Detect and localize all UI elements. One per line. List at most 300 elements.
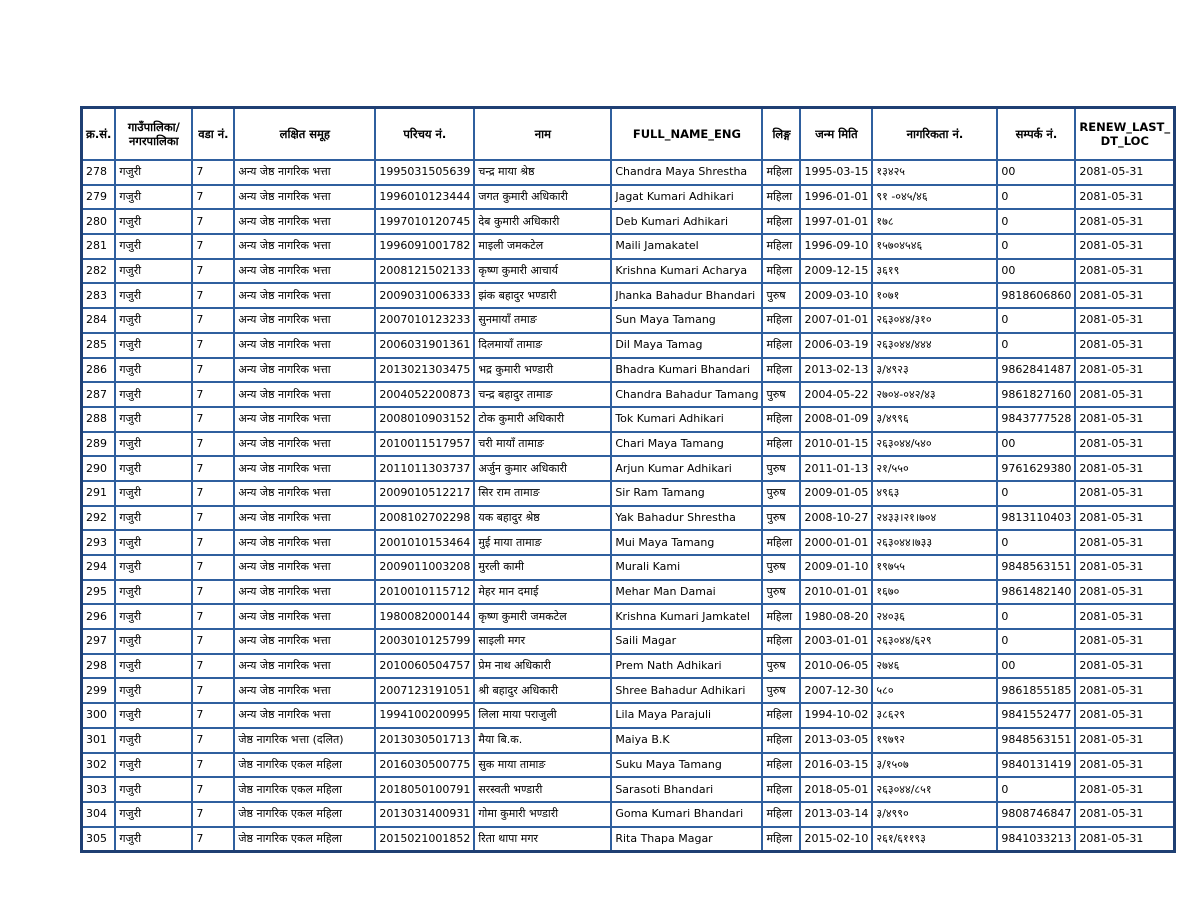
renew-last-date-cell: 2081-05-31 <box>1075 407 1174 432</box>
gender-cell: महिला <box>762 209 800 234</box>
name-cell: गोमा कुमारी भण्डारी <box>474 802 611 827</box>
serial-cell: 291 <box>82 481 116 506</box>
target-group-cell: अन्य जेष्ठ नागरिक भत्ता <box>234 185 375 210</box>
table-row <box>82 259 1175 284</box>
contact-number-cell: 0 <box>997 209 1075 234</box>
renew-last-date-cell: 2081-05-31 <box>1075 333 1174 358</box>
table-row <box>82 629 1175 654</box>
citizenship-number-cell: २६३०४४।७३३ <box>872 530 997 555</box>
id-number-cell: 2003010125799 <box>375 629 474 654</box>
birth-date-cell: 1994-10-02 <box>800 703 872 728</box>
birth-date-cell: 1996-09-10 <box>800 234 872 259</box>
citizenship-number-cell: १०७१ <box>872 283 997 308</box>
birth-date-cell: 1995-03-15 <box>800 160 872 185</box>
citizenship-number-cell: २६१/६११९३ <box>872 827 997 852</box>
municipality-cell: गजुरी <box>115 259 192 284</box>
table-row <box>82 283 1175 308</box>
municipality-cell: गजुरी <box>115 580 192 605</box>
gender-cell: महिला <box>762 629 800 654</box>
full-name-eng-cell: Murali Kami <box>611 555 762 580</box>
municipality-cell: गजुरी <box>115 604 192 629</box>
renew-last-date-cell: 2081-05-31 <box>1075 580 1174 605</box>
col-header-birth-date: जन्म मिति <box>800 108 872 161</box>
col-header-full-name-eng: FULL_NAME_ENG <box>611 108 762 161</box>
municipality-cell: गजुरी <box>115 827 192 852</box>
contact-number-cell: 0 <box>997 530 1075 555</box>
name-cell: यक बहादुर श्रेष्ठ <box>474 506 611 531</box>
serial-cell: 281 <box>82 234 116 259</box>
id-number-cell: 2009031006333 <box>375 283 474 308</box>
id-number-cell: 2006031901361 <box>375 333 474 358</box>
target-group-cell: अन्य जेष्ठ नागरिक भत्ता <box>234 333 375 358</box>
ward-cell: 7 <box>192 580 234 605</box>
birth-date-cell: 1996-01-01 <box>800 185 872 210</box>
contact-number-cell: 00 <box>997 259 1075 284</box>
contact-number-cell: 9848563151 <box>997 728 1075 753</box>
table-header-row <box>82 108 1175 161</box>
id-number-cell: 2010060504757 <box>375 654 474 679</box>
table-row <box>82 185 1175 210</box>
name-cell: कृष्ण कुमारी आचार्य <box>474 259 611 284</box>
gender-cell: महिला <box>762 777 800 802</box>
target-group-cell: अन्य जेष्ठ नागरिक भत्ता <box>234 160 375 185</box>
renew-last-date-cell: 2081-05-31 <box>1075 629 1174 654</box>
col-header-municipality: गाउँपालिका/ नगरपालिका <box>115 108 192 161</box>
contact-number-cell: 00 <box>997 160 1075 185</box>
name-cell: सुनमायाँ तमाङ <box>474 308 611 333</box>
target-group-cell: अन्य जेष्ठ नागरिक भत्ता <box>234 703 375 728</box>
citizenship-number-cell: ३६१९ <box>872 259 997 284</box>
serial-cell: 296 <box>82 604 116 629</box>
gender-cell: महिला <box>762 753 800 778</box>
gender-cell: पुरुष <box>762 580 800 605</box>
full-name-eng-cell: Krishna Kumari Jamkatel <box>611 604 762 629</box>
col-header-gender: लिङ्ग <box>762 108 800 161</box>
citizenship-number-cell: २४३३।२१।७०४ <box>872 506 997 531</box>
id-number-cell: 1994100200995 <box>375 703 474 728</box>
renew-last-date-cell: 2081-05-31 <box>1075 530 1174 555</box>
ward-cell: 7 <box>192 259 234 284</box>
gender-cell: पुरुष <box>762 481 800 506</box>
target-group-cell: जेष्ठ नागरिक एकल महिला <box>234 802 375 827</box>
target-group-cell: जेष्ठ नागरिक एकल महिला <box>234 777 375 802</box>
full-name-eng-cell: Chandra Bahadur Tamang <box>611 382 762 407</box>
ward-cell: 7 <box>192 407 234 432</box>
contact-number-cell: 9761629380 <box>997 456 1075 481</box>
renew-last-date-cell: 2081-05-31 <box>1075 456 1174 481</box>
table-row <box>82 827 1175 852</box>
gender-cell: पुरुष <box>762 382 800 407</box>
birth-date-cell: 2008-01-09 <box>800 407 872 432</box>
target-group-cell: अन्य जेष्ठ नागरिक भत्ता <box>234 530 375 555</box>
municipality-cell: गजुरी <box>115 629 192 654</box>
col-header-id-number: परिचय नं. <box>375 108 474 161</box>
full-name-eng-cell: Jagat Kumari Adhikari <box>611 185 762 210</box>
contact-number-cell: 00 <box>997 432 1075 457</box>
id-number-cell: 2008010903152 <box>375 407 474 432</box>
target-group-cell: अन्य जेष्ठ नागरिक भत्ता <box>234 234 375 259</box>
full-name-eng-cell: Maili Jamakatel <box>611 234 762 259</box>
full-name-eng-cell: Sarasoti Bhandari <box>611 777 762 802</box>
gender-cell: महिला <box>762 802 800 827</box>
birth-date-cell: 2009-12-15 <box>800 259 872 284</box>
birth-date-cell: 2010-01-15 <box>800 432 872 457</box>
ward-cell: 7 <box>192 432 234 457</box>
birth-date-cell: 2010-06-05 <box>800 654 872 679</box>
serial-cell: 301 <box>82 728 116 753</box>
gender-cell: पुरुष <box>762 283 800 308</box>
table-row <box>82 308 1175 333</box>
serial-cell: 282 <box>82 259 116 284</box>
renew-last-date-cell: 2081-05-31 <box>1075 777 1174 802</box>
full-name-eng-cell: Chari Maya Tamang <box>611 432 762 457</box>
id-number-cell: 2018050100791 <box>375 777 474 802</box>
id-number-cell: 2007010123233 <box>375 308 474 333</box>
beneficiary-table-sheet <box>80 106 1176 853</box>
gender-cell: पुरुष <box>762 506 800 531</box>
table-row <box>82 358 1175 383</box>
full-name-eng-cell: Saili Magar <box>611 629 762 654</box>
id-number-cell: 2015021001852 <box>375 827 474 852</box>
birth-date-cell: 1980-08-20 <box>800 604 872 629</box>
name-cell: सिर राम तामाङ <box>474 481 611 506</box>
id-number-cell: 2009010512217 <box>375 481 474 506</box>
full-name-eng-cell: Mehar Man Damai <box>611 580 762 605</box>
contact-number-cell: 0 <box>997 629 1075 654</box>
full-name-eng-cell: Arjun Kumar Adhikari <box>611 456 762 481</box>
name-cell: माइली जमकटेल <box>474 234 611 259</box>
birth-date-cell: 2013-03-14 <box>800 802 872 827</box>
id-number-cell: 2013030501713 <box>375 728 474 753</box>
contact-number-cell: 0 <box>997 481 1075 506</box>
ward-cell: 7 <box>192 678 234 703</box>
birth-date-cell: 2007-12-30 <box>800 678 872 703</box>
gender-cell: महिला <box>762 530 800 555</box>
name-cell: टोक कुमारी अधिकारी <box>474 407 611 432</box>
citizenship-number-cell: २४०३६ <box>872 604 997 629</box>
serial-cell: 300 <box>82 703 116 728</box>
contact-number-cell: 9843777528 <box>997 407 1075 432</box>
full-name-eng-cell: Sir Ram Tamang <box>611 481 762 506</box>
municipality-cell: गजुरी <box>115 555 192 580</box>
serial-cell: 294 <box>82 555 116 580</box>
table-row <box>82 234 1175 259</box>
citizenship-number-cell: २६३०४४/३१० <box>872 308 997 333</box>
renew-last-date-cell: 2081-05-31 <box>1075 753 1174 778</box>
id-number-cell: 2013031400931 <box>375 802 474 827</box>
ward-cell: 7 <box>192 654 234 679</box>
ward-cell: 7 <box>192 728 234 753</box>
serial-cell: 299 <box>82 678 116 703</box>
renew-last-date-cell: 2081-05-31 <box>1075 802 1174 827</box>
municipality-cell: गजुरी <box>115 185 192 210</box>
birth-date-cell: 2009-01-05 <box>800 481 872 506</box>
col-header-name: नाम <box>474 108 611 161</box>
full-name-eng-cell: Deb Kumari Adhikari <box>611 209 762 234</box>
citizenship-number-cell: २१/५५० <box>872 456 997 481</box>
municipality-cell: गजुरी <box>115 753 192 778</box>
serial-cell: 298 <box>82 654 116 679</box>
full-name-eng-cell: Prem Nath Adhikari <box>611 654 762 679</box>
name-cell: चन्द्र माया श्रेष्ठ <box>474 160 611 185</box>
name-cell: रिता थापा मगर <box>474 827 611 852</box>
citizenship-number-cell: ९१ -०४५/४६ <box>872 185 997 210</box>
ward-cell: 7 <box>192 753 234 778</box>
municipality-cell: गजुरी <box>115 308 192 333</box>
municipality-cell: गजुरी <box>115 777 192 802</box>
table-body <box>82 160 1175 852</box>
id-number-cell: 1995031505639 <box>375 160 474 185</box>
renew-last-date-cell: 2081-05-31 <box>1075 555 1174 580</box>
table-row <box>82 481 1175 506</box>
gender-cell: पुरुष <box>762 678 800 703</box>
target-group-cell: अन्य जेष्ठ नागरिक भत्ता <box>234 259 375 284</box>
full-name-eng-cell: Maiya B.K <box>611 728 762 753</box>
table-row <box>82 678 1175 703</box>
renew-last-date-cell: 2081-05-31 <box>1075 703 1174 728</box>
renew-last-date-cell: 2081-05-31 <box>1075 827 1174 852</box>
id-number-cell: 2011011303737 <box>375 456 474 481</box>
serial-cell: 283 <box>82 283 116 308</box>
citizenship-number-cell: २७०४-०४२/४३ <box>872 382 997 407</box>
municipality-cell: गजुरी <box>115 530 192 555</box>
serial-cell: 280 <box>82 209 116 234</box>
table-row <box>82 753 1175 778</box>
target-group-cell: अन्य जेष्ठ नागरिक भत्ता <box>234 506 375 531</box>
renew-last-date-cell: 2081-05-31 <box>1075 678 1174 703</box>
name-cell: भद्र कुमारी भण्डारी <box>474 358 611 383</box>
table-row <box>82 456 1175 481</box>
serial-cell: 278 <box>82 160 116 185</box>
col-header-renew-last-date: RENEW_LAST_ DT_LOC <box>1075 108 1174 161</box>
gender-cell: पुरुष <box>762 654 800 679</box>
birth-date-cell: 2018-05-01 <box>800 777 872 802</box>
contact-number-cell: 9841552477 <box>997 703 1075 728</box>
municipality-cell: गजुरी <box>115 234 192 259</box>
renew-last-date-cell: 2081-05-31 <box>1075 481 1174 506</box>
col-header-ward: वडा नं. <box>192 108 234 161</box>
name-cell: साइली मगर <box>474 629 611 654</box>
renew-last-date-cell: 2081-05-31 <box>1075 604 1174 629</box>
contact-number-cell: 9861827160 <box>997 382 1075 407</box>
citizenship-number-cell: २७४६ <box>872 654 997 679</box>
municipality-cell: गजुरी <box>115 481 192 506</box>
target-group-cell: अन्य जेष्ठ नागरिक भत्ता <box>234 629 375 654</box>
gender-cell: महिला <box>762 160 800 185</box>
gender-cell: महिला <box>762 259 800 284</box>
serial-cell: 285 <box>82 333 116 358</box>
id-number-cell: 1996091001782 <box>375 234 474 259</box>
birth-date-cell: 2000-01-01 <box>800 530 872 555</box>
target-group-cell: अन्य जेष्ठ नागरिक भत्ता <box>234 432 375 457</box>
table-row <box>82 555 1175 580</box>
name-cell: मुरली कामी <box>474 555 611 580</box>
gender-cell: महिला <box>762 407 800 432</box>
target-group-cell: अन्य जेष्ठ नागरिक भत्ता <box>234 209 375 234</box>
target-group-cell: अन्य जेष्ठ नागरिक भत्ता <box>234 407 375 432</box>
birth-date-cell: 2016-03-15 <box>800 753 872 778</box>
name-cell: सरस्वती भण्डारी <box>474 777 611 802</box>
target-group-cell: अन्य जेष्ठ नागरिक भत्ता <box>234 678 375 703</box>
full-name-eng-cell: Dil Maya Tamag <box>611 333 762 358</box>
id-number-cell: 2008102702298 <box>375 506 474 531</box>
gender-cell: महिला <box>762 308 800 333</box>
municipality-cell: गजुरी <box>115 160 192 185</box>
renew-last-date-cell: 2081-05-31 <box>1075 234 1174 259</box>
serial-cell: 284 <box>82 308 116 333</box>
id-number-cell: 2013021303475 <box>375 358 474 383</box>
target-group-cell: अन्य जेष्ठ नागरिक भत्ता <box>234 382 375 407</box>
municipality-cell: गजुरी <box>115 358 192 383</box>
full-name-eng-cell: Krishna Kumari Acharya <box>611 259 762 284</box>
gender-cell: महिला <box>762 333 800 358</box>
citizenship-number-cell: १३४२५ <box>872 160 997 185</box>
table-row <box>82 802 1175 827</box>
municipality-cell: गजुरी <box>115 432 192 457</box>
full-name-eng-cell: Goma Kumari Bhandari <box>611 802 762 827</box>
table-row <box>82 654 1175 679</box>
contact-number-cell: 9840131419 <box>997 753 1075 778</box>
citizenship-number-cell: ३/४९९० <box>872 802 997 827</box>
contact-number-cell: 0 <box>997 604 1075 629</box>
target-group-cell: जेष्ठ नागरिक एकल महिला <box>234 827 375 852</box>
ward-cell: 7 <box>192 382 234 407</box>
gender-cell: महिला <box>762 234 800 259</box>
ward-cell: 7 <box>192 358 234 383</box>
serial-cell: 290 <box>82 456 116 481</box>
id-number-cell: 2008121502133 <box>375 259 474 284</box>
table-row <box>82 580 1175 605</box>
citizenship-number-cell: ३/१५०७ <box>872 753 997 778</box>
ward-cell: 7 <box>192 506 234 531</box>
serial-cell: 297 <box>82 629 116 654</box>
gender-cell: महिला <box>762 827 800 852</box>
ward-cell: 7 <box>192 160 234 185</box>
target-group-cell: अन्य जेष्ठ नागरिक भत्ता <box>234 580 375 605</box>
renew-last-date-cell: 2081-05-31 <box>1075 308 1174 333</box>
serial-cell: 287 <box>82 382 116 407</box>
renew-last-date-cell: 2081-05-31 <box>1075 728 1174 753</box>
name-cell: दिलमायाँ तामाङ <box>474 333 611 358</box>
col-header-citizenship-number: नागरिकता नं. <box>872 108 997 161</box>
renew-last-date-cell: 2081-05-31 <box>1075 185 1174 210</box>
serial-cell: 286 <box>82 358 116 383</box>
name-cell: चन्द्र बहादुर तामाङ <box>474 382 611 407</box>
id-number-cell: 1996010123444 <box>375 185 474 210</box>
birth-date-cell: 2015-02-10 <box>800 827 872 852</box>
citizenship-number-cell: १७८ <box>872 209 997 234</box>
name-cell: चरी मायाँ तामाङ <box>474 432 611 457</box>
full-name-eng-cell: Jhanka Bahadur Bhandari <box>611 283 762 308</box>
birth-date-cell: 2013-03-05 <box>800 728 872 753</box>
serial-cell: 303 <box>82 777 116 802</box>
name-cell: सुक माया तामाङ <box>474 753 611 778</box>
birth-date-cell: 2007-01-01 <box>800 308 872 333</box>
target-group-cell: अन्य जेष्ठ नागरिक भत्ता <box>234 283 375 308</box>
col-header-contact-number: सम्पर्क नं. <box>997 108 1075 161</box>
target-group-cell: अन्य जेष्ठ नागरिक भत्ता <box>234 604 375 629</box>
name-cell: देब कुमारी अधिकारी <box>474 209 611 234</box>
full-name-eng-cell: Mui Maya Tamang <box>611 530 762 555</box>
municipality-cell: गजुरी <box>115 506 192 531</box>
table-row <box>82 407 1175 432</box>
target-group-cell: अन्य जेष्ठ नागरिक भत्ता <box>234 308 375 333</box>
renew-last-date-cell: 2081-05-31 <box>1075 209 1174 234</box>
full-name-eng-cell: Tok Kumari Adhikari <box>611 407 762 432</box>
municipality-cell: गजुरी <box>115 283 192 308</box>
renew-last-date-cell: 2081-05-31 <box>1075 654 1174 679</box>
table-row <box>82 728 1175 753</box>
municipality-cell: गजुरी <box>115 678 192 703</box>
renew-last-date-cell: 2081-05-31 <box>1075 432 1174 457</box>
birth-date-cell: 2009-03-10 <box>800 283 872 308</box>
full-name-eng-cell: Shree Bahadur Adhikari <box>611 678 762 703</box>
ward-cell: 7 <box>192 481 234 506</box>
municipality-cell: गजुरी <box>115 209 192 234</box>
serial-cell: 289 <box>82 432 116 457</box>
ward-cell: 7 <box>192 209 234 234</box>
ward-cell: 7 <box>192 185 234 210</box>
serial-cell: 292 <box>82 506 116 531</box>
citizenship-number-cell: ३/४९९६ <box>872 407 997 432</box>
ward-cell: 7 <box>192 777 234 802</box>
birth-date-cell: 2008-10-27 <box>800 506 872 531</box>
full-name-eng-cell: Yak Bahadur Shrestha <box>611 506 762 531</box>
contact-number-cell: 9813110403 <box>997 506 1075 531</box>
ward-cell: 7 <box>192 283 234 308</box>
municipality-cell: गजुरी <box>115 703 192 728</box>
gender-cell: महिला <box>762 703 800 728</box>
municipality-cell: गजुरी <box>115 382 192 407</box>
citizenship-number-cell: ३८६२९ <box>872 703 997 728</box>
gender-cell: महिला <box>762 728 800 753</box>
contact-number-cell: 9848563151 <box>997 555 1075 580</box>
birth-date-cell: 2013-02-13 <box>800 358 872 383</box>
ward-cell: 7 <box>192 530 234 555</box>
name-cell: मेहर मान दमाई <box>474 580 611 605</box>
table-row <box>82 703 1175 728</box>
citizenship-number-cell: १९७५५ <box>872 555 997 580</box>
municipality-cell: गजुरी <box>115 654 192 679</box>
serial-cell: 304 <box>82 802 116 827</box>
target-group-cell: अन्य जेष्ठ नागरिक भत्ता <box>234 358 375 383</box>
birth-date-cell: 2004-05-22 <box>800 382 872 407</box>
contact-number-cell: 9818606860 <box>997 283 1075 308</box>
table-row <box>82 604 1175 629</box>
name-cell: झंक बहादुर भण्डारी <box>474 283 611 308</box>
full-name-eng-cell: Suku Maya Tamang <box>611 753 762 778</box>
ward-cell: 7 <box>192 802 234 827</box>
citizenship-number-cell: ५८० <box>872 678 997 703</box>
birth-date-cell: 2003-01-01 <box>800 629 872 654</box>
ward-cell: 7 <box>192 703 234 728</box>
citizenship-number-cell: २६३०४४/४४४ <box>872 333 997 358</box>
serial-cell: 288 <box>82 407 116 432</box>
id-number-cell: 2001010153464 <box>375 530 474 555</box>
target-group-cell: अन्य जेष्ठ नागरिक भत्ता <box>234 456 375 481</box>
ward-cell: 7 <box>192 629 234 654</box>
gender-cell: पुरुष <box>762 456 800 481</box>
name-cell: अर्जुन कुमार अधिकारी <box>474 456 611 481</box>
birth-date-cell: 2009-01-10 <box>800 555 872 580</box>
col-header-serial: क्र.सं. <box>82 108 116 161</box>
citizenship-number-cell: १५७०४५४६ <box>872 234 997 259</box>
renew-last-date-cell: 2081-05-31 <box>1075 506 1174 531</box>
contact-number-cell: 0 <box>997 234 1075 259</box>
gender-cell: महिला <box>762 604 800 629</box>
table-row <box>82 160 1175 185</box>
contact-number-cell: 9862841487 <box>997 358 1075 383</box>
